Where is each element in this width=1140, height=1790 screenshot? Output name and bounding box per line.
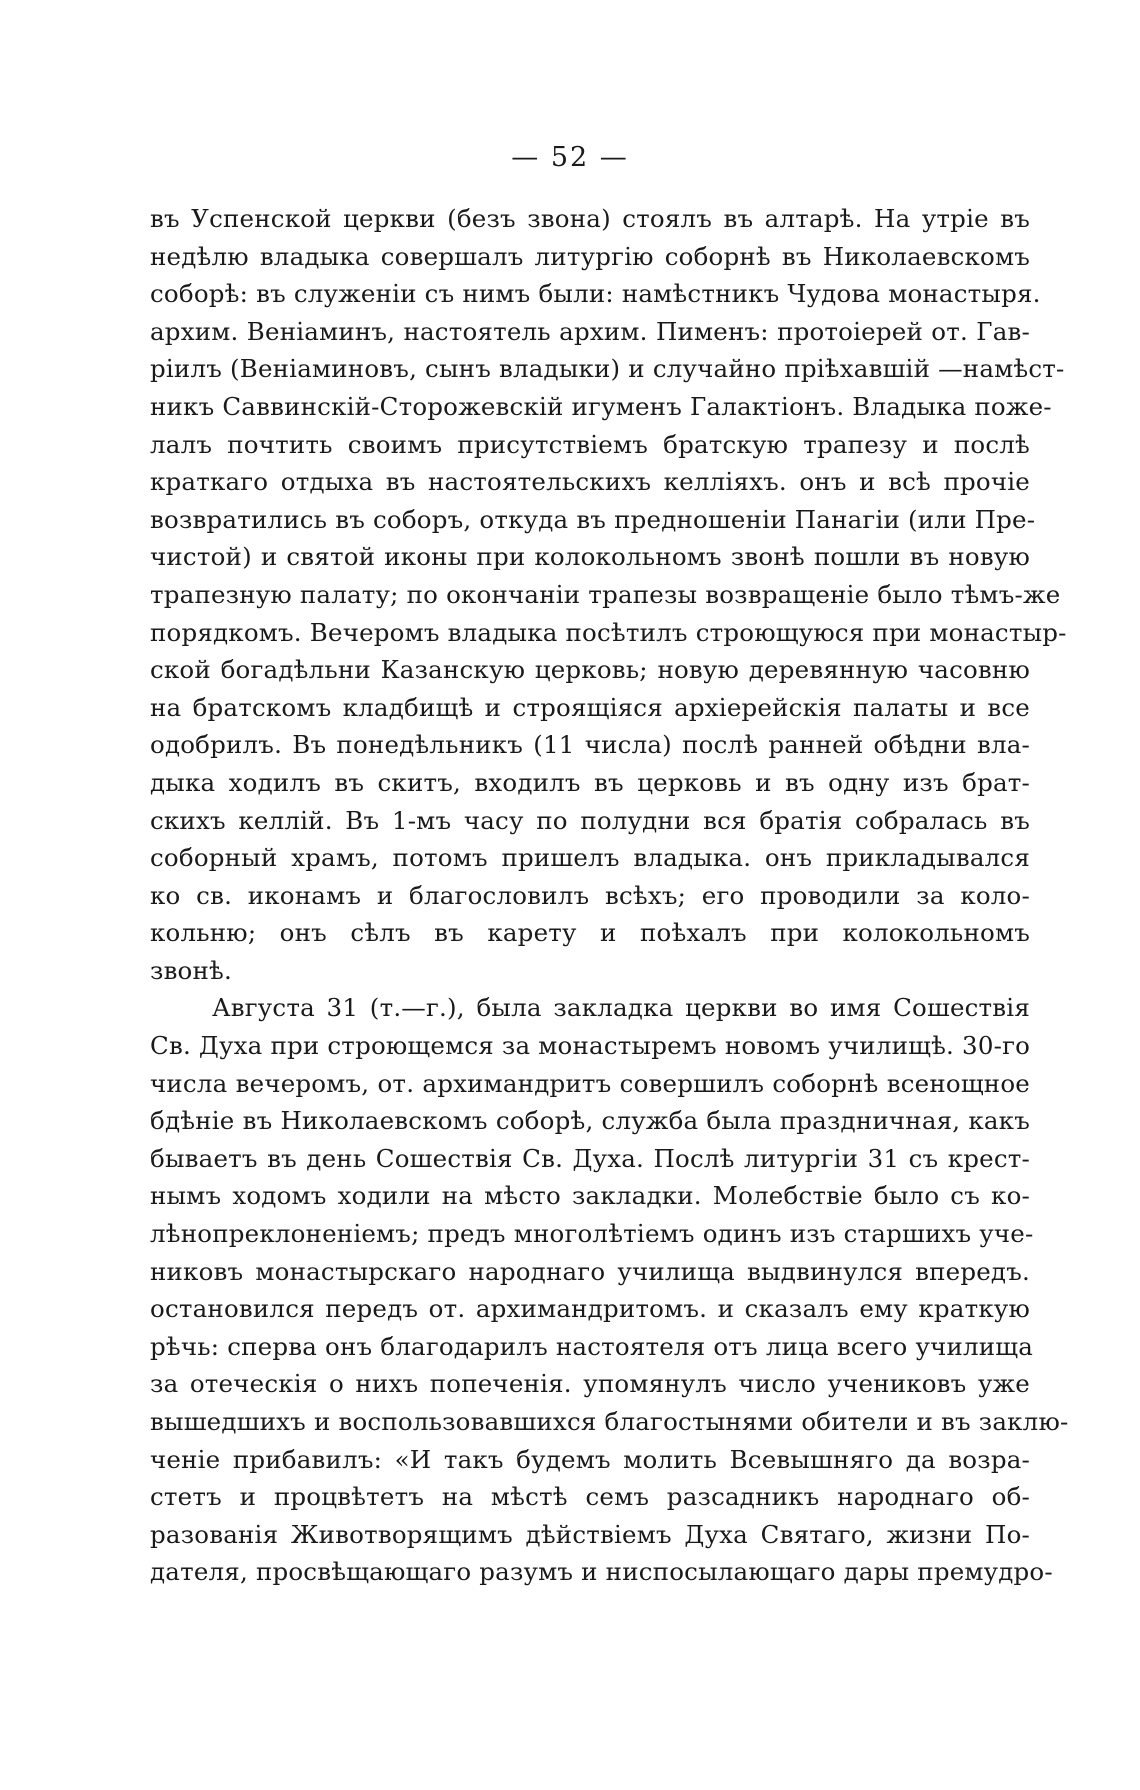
text-line: Августа 31 (т.—г.), была закладка церкви во имя Сошествія	[212, 993, 1030, 1023]
text-line: порядкомъ. Вечеромъ владыка посѣтилъ строющуюся при монастыр-	[150, 617, 1067, 647]
text-line: дателя, просвѣщающаго разумъ и ниспосылающаго дары премудро-	[150, 1557, 1053, 1587]
text-line: ріилъ (Веніаминовъ, сынъ владыки) и случайно пріѣхавшій —намѣст-	[150, 354, 1065, 384]
text-line: краткаго отдыха въ настоятельскихъ келліяхъ. онъ и всѣ прочіе	[150, 467, 1030, 497]
text-line: недѣлю владыка совершалъ литургію соборнѣ въ Николаевскомъ	[150, 241, 1030, 271]
text-line: въ Успенской церкви (безъ звона) стоялъ въ алтарѣ. На утріе въ	[150, 204, 1030, 233]
text-line: чистой) и святой иконы при колокольномъ звонѣ пошли въ новую	[150, 542, 1030, 572]
body-text	[150, 200, 1069, 1591]
text-line: стетъ и процвѣтетъ на мѣстѣ семъ разсадникъ народнаго об-	[150, 1482, 1030, 1512]
text-line: разованія Животворящимъ дѣйствіемъ Духа Святаго, жизни По-	[150, 1519, 1030, 1549]
text-line: Св. Духа при строющемся за монастыремъ новомъ училищѣ. 30-го	[150, 1031, 1031, 1061]
text-line: соборѣ: въ служеніи съ нимъ были: намѣстникъ Чудова монастыря.	[150, 279, 1041, 309]
text-line: ченіе прибавилъ: «И такъ будемъ молить Всевышняго да возра-	[150, 1444, 1030, 1474]
page-number: — 52 —	[511, 142, 629, 173]
text-line: за отеческія о нихъ попеченія. упомянулъ число учениковъ уже	[150, 1369, 1030, 1399]
text-line: рѣчь: сперва онъ благодарилъ настоятеля отъ лица всего училища	[150, 1331, 1034, 1361]
paragraph-1	[150, 200, 1067, 989]
text-line: лалъ почтить своимъ присутствіемъ братскую трапезу и послѣ	[150, 429, 1030, 459]
paragraph-2	[150, 989, 1069, 1591]
text-line: никовъ монастырскаго народнаго училища выдвинулся впередъ.	[150, 1256, 1030, 1286]
text-line: на братскомъ кладбищѣ и строящіяся архіерейскія палаты и все	[150, 692, 1030, 722]
text-line: никъ Саввинскій-Сторожевскій игуменъ Галактіонъ. Владыка поже-	[150, 391, 1052, 421]
text-line: соборный храмъ, потомъ пришелъ владыка. онъ прикладывался	[150, 843, 1030, 873]
text-line: дыка ходилъ въ скитъ, входилъ въ церковь и въ одну изъ брат-	[150, 767, 1030, 797]
text-line: вышедшихъ и воспользовавшихся благостынями обители и въ заклю-	[150, 1407, 1069, 1436]
text-line: одобрилъ. Въ понедѣльникъ (11 числа) послѣ ранней обѣдни вла-	[150, 730, 1030, 760]
text-line: бываетъ въ день Сошествія Св. Духа. Послѣ литургіи 31 съ крест-	[150, 1143, 1030, 1173]
text-line: кольню; онъ сѣлъ въ карету и поѣхалъ при колокольномъ	[150, 918, 1030, 948]
text-line: трапезную палату; по окончаніи трапезы возвращеніе было тѣмъ-же	[150, 579, 1061, 609]
text-line: архим. Веніаминъ, настоятель архим. Пименъ: протоіерей от. Гав-	[150, 316, 1030, 346]
text-line: лѣнопреклоненіемъ; предъ многолѣтіемъ одинъ изъ старшихъ уче-	[150, 1219, 1034, 1249]
text-line: остановился передъ от. архимандритомъ. и сказалъ ему краткую	[150, 1294, 1030, 1324]
text-line: бдѣніе въ Николаевскомъ соборѣ, служба была праздничная, какъ	[150, 1106, 1030, 1136]
text-line: звонѣ.	[150, 955, 232, 985]
text-line: возвратились въ соборъ, откуда въ предношеніи Панагіи (или Пре-	[150, 504, 1036, 534]
text-line: нымъ ходомъ ходили на мѣсто закладки. Молебствіе было съ ко-	[150, 1181, 1030, 1211]
text-line: ской богадѣльни Казанскую церковь; новую деревянную часовню	[150, 655, 1030, 685]
text-line: ко св. иконамъ и благословилъ всѣхъ; его проводили за коло-	[150, 880, 1030, 910]
text-line: скихъ келлій. Въ 1-мъ часу по полудни вся братія собралась въ	[150, 805, 1030, 835]
text-line: числа вечеромъ, от. архимандритъ совершилъ соборнѣ всенощное	[150, 1068, 1030, 1098]
